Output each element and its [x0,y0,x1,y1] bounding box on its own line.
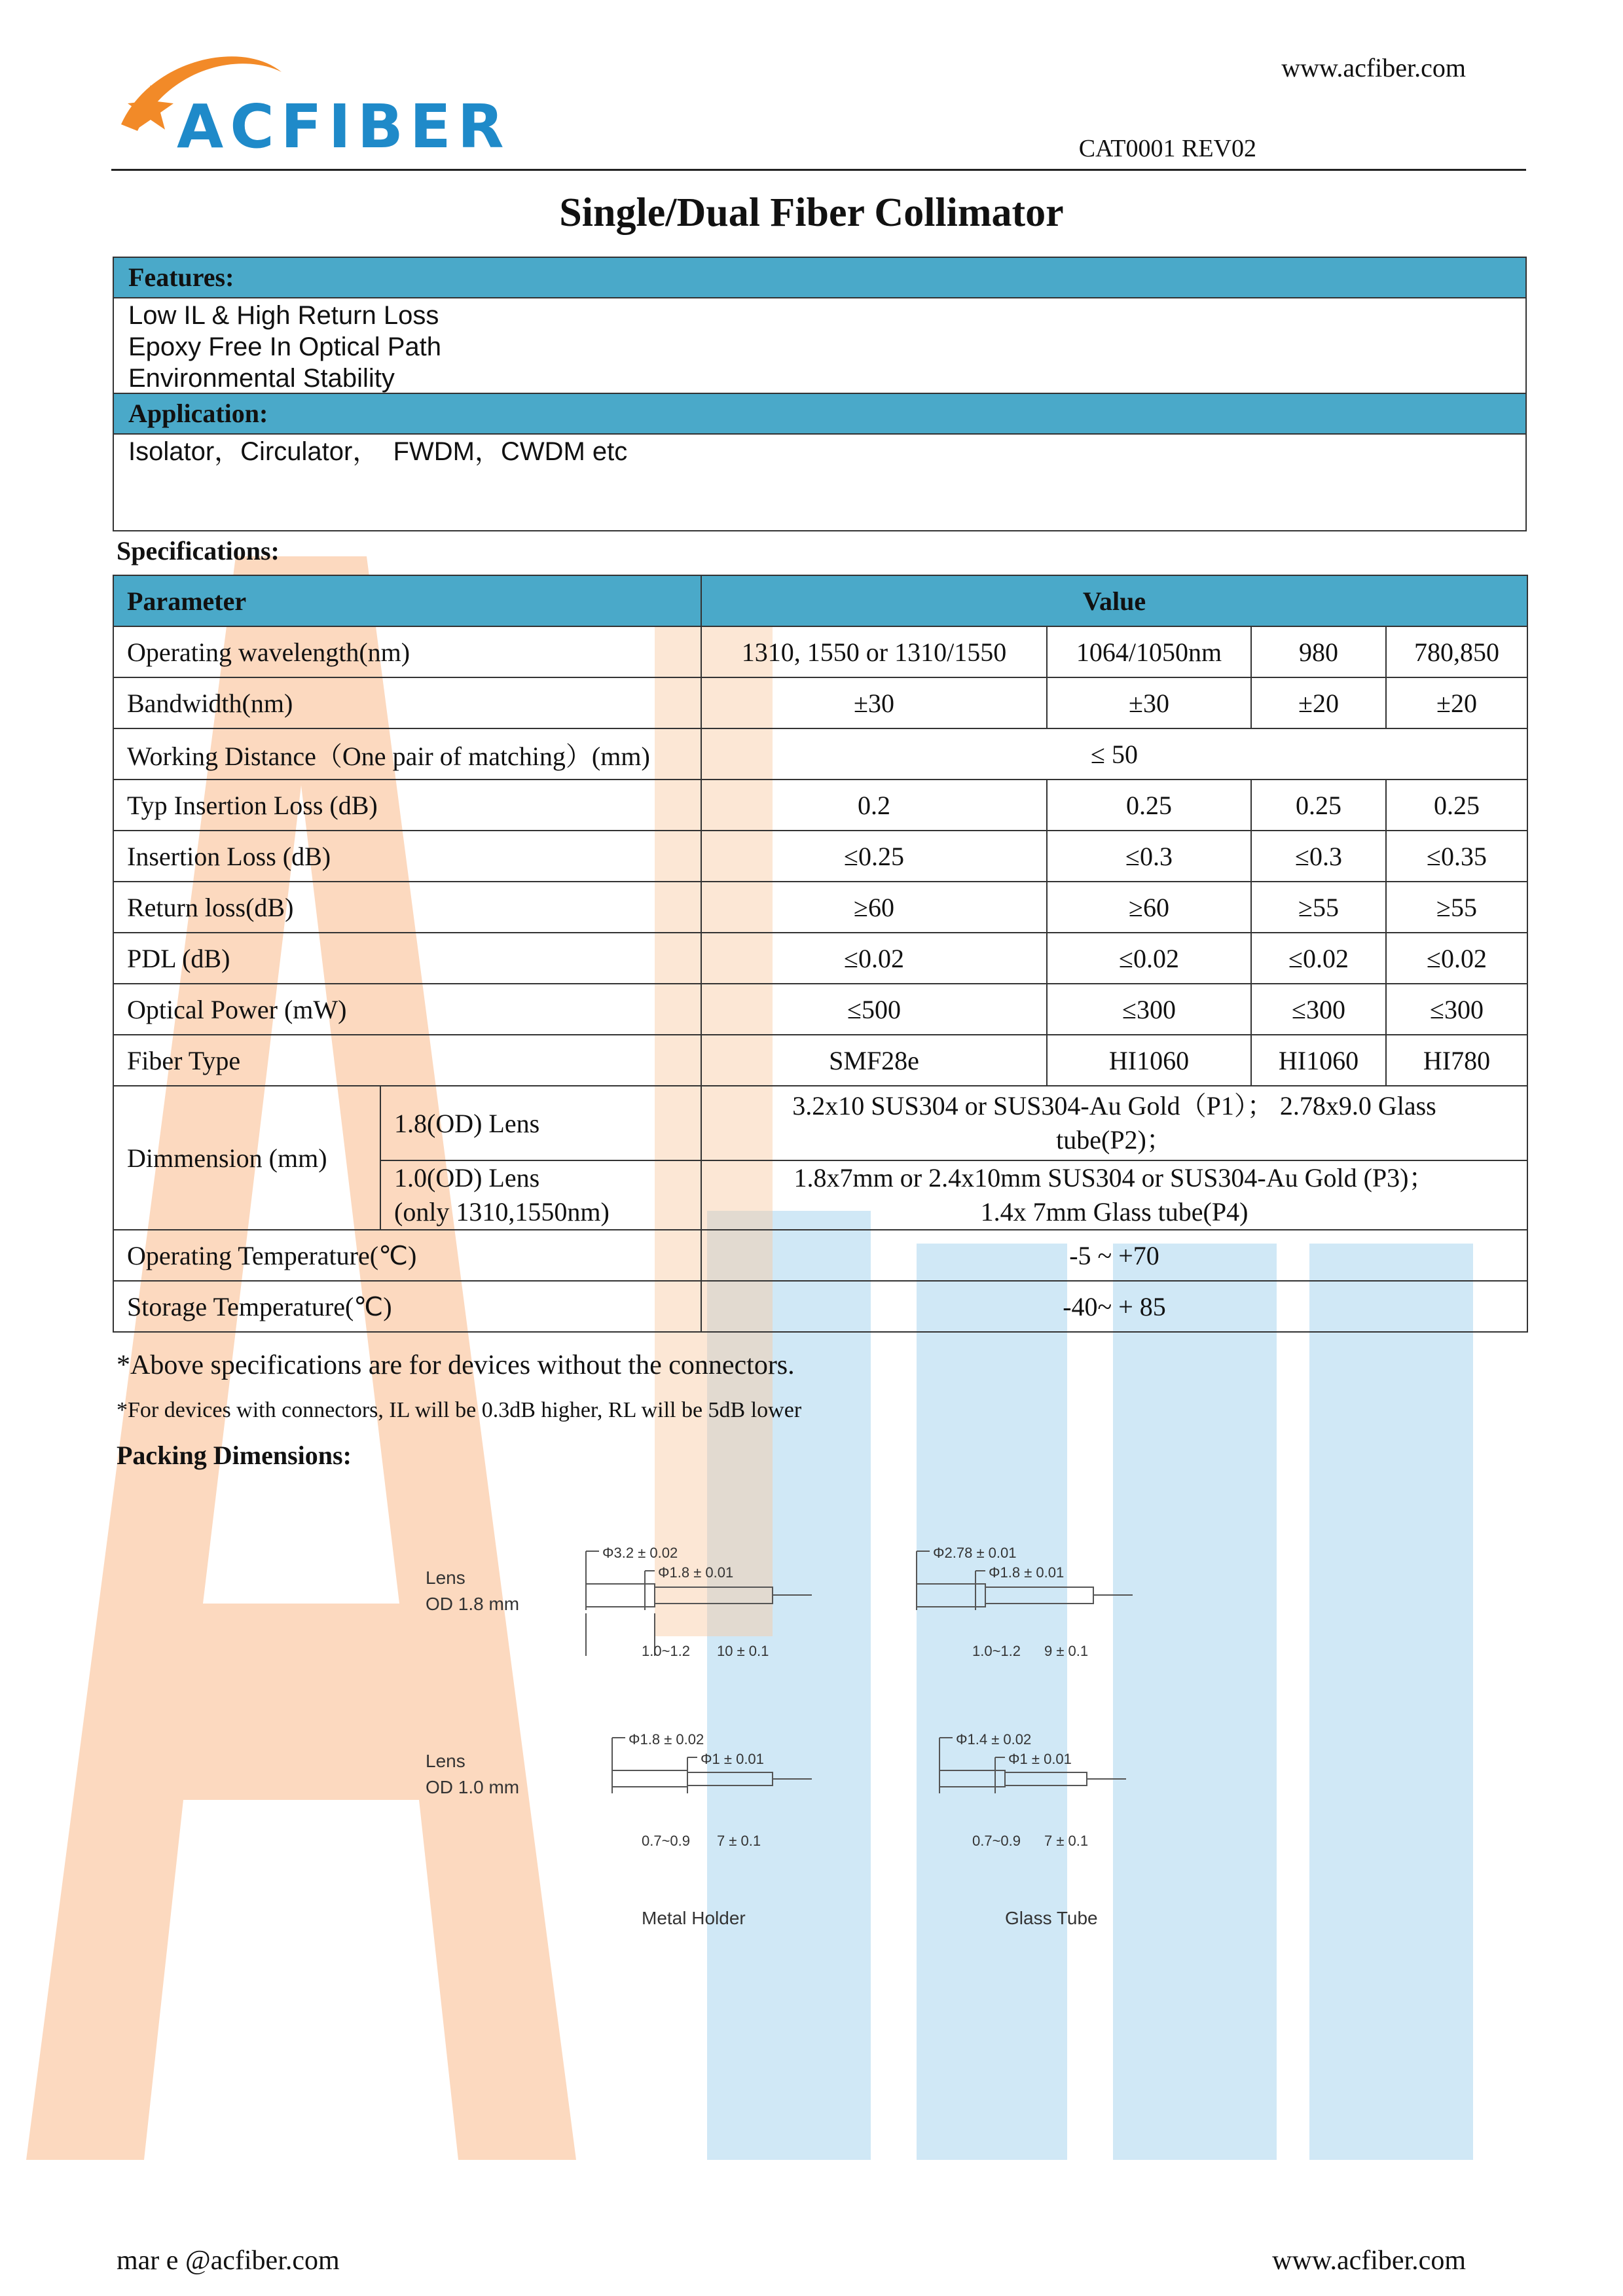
row-label: Typ Insertion Loss (dB) [113,780,701,831]
row-label: Optical Power (mW) [113,984,701,1035]
cell: 980 [1251,626,1386,677]
cell [701,1160,1527,1230]
footer-email[interactable]: mar e @acfiber.com [117,2246,340,2276]
specifications-label: Specifications: [117,536,280,565]
cell: ≤0.02 [1047,933,1251,984]
note-with-connectors: *For devices with connectors, IL will be 0.3dB higher, RL will be 5dB lower [117,1398,802,1422]
cell: ≤0.02 [701,933,1047,984]
cell: ≥60 [1047,882,1251,933]
row-label: Operating Temperature(℃) [113,1230,701,1281]
parameter-header: Parameter [113,575,701,626]
row-label: Working Distance（One pair of matching）(mm) [113,728,701,780]
dim-label: 7 ± 0.1 [717,1833,761,1849]
row-label: Insertion Loss (dB) [113,831,701,882]
row2-label-line2: OD 1.0 mm [426,1777,520,1797]
cell: 780,850 [1386,626,1527,677]
dim-label: 10 ± 0.1 [717,1643,769,1659]
row1-label-line1: Lens [426,1568,465,1588]
features-header: Features: [114,258,1525,298]
cell: ≥55 [1386,882,1527,933]
dim-label: Φ1.8 ± 0.01 [658,1564,734,1581]
table-row [113,1035,1527,1086]
application-box [113,393,1527,531]
cell: ≥60 [701,882,1047,933]
table-row [113,626,1527,677]
cell: ≤500 [701,984,1047,1035]
table-row [113,882,1527,933]
dim-label: 0.7~0.9 [642,1833,691,1849]
table-row [113,1086,1527,1160]
cell: HI1060 [1251,1035,1386,1086]
cell: HI1060 [1047,1035,1251,1086]
table-row [113,728,1527,780]
cell: ≤0.02 [1251,933,1386,984]
row2-label-line1: Lens [426,1751,465,1771]
logo-text: ACFIBER [177,92,511,162]
dim-label: 9 ± 0.1 [1044,1643,1089,1659]
row-label: Bandwidth(nm) [113,677,701,728]
row-label: Fiber Type [113,1035,701,1086]
cell-line: (only 1310,1550nm) [394,1197,610,1227]
acfiber-logo [111,46,511,164]
dim-label: 7 ± 0.1 [1044,1833,1089,1849]
cell: ≤0.3 [1047,831,1251,882]
cell: ±20 [1386,677,1527,728]
table-row [113,831,1527,882]
table-row [113,1230,1527,1281]
table-row [113,933,1527,984]
cell-line: 1.4x 7mm Glass tube(P4) [980,1197,1249,1227]
specifications-table [113,575,1528,1333]
cell: ≤0.02 [1386,933,1527,984]
sub-label [380,1160,701,1230]
dim-label: Φ1 ± 0.01 [701,1751,764,1767]
cell: 1064/1050nm [1047,626,1251,677]
header-divider [111,169,1526,171]
dim-label: 0.7~0.9 [972,1833,1021,1849]
cell: ≤0.35 [1386,831,1527,882]
cell-line: 1.8x7mm or 2.4x10mm SUS304 or SUS304-Au Gold (P3)； [793,1163,1435,1193]
page-title: Single/Dual Fiber Collimator [559,190,1064,235]
packing-dimensions-diagram [419,1499,1205,1957]
cell: 0.25 [1251,780,1386,831]
dim-label: Φ3.2 ± 0.02 [602,1545,678,1561]
table-row [113,984,1527,1035]
cell: 0.2 [701,780,1047,831]
cell: -5 ~ +70 [701,1230,1527,1281]
cell: -40~ + 85 [701,1281,1527,1332]
header-website[interactable]: www.acfiber.com [1281,53,1466,82]
row-label: Operating wavelength(nm) [113,626,701,677]
cell: ≤0.3 [1251,831,1386,882]
table-row [113,780,1527,831]
dim-label: 1.0~1.2 [972,1643,1021,1659]
cell: ≤300 [1251,984,1386,1035]
footer-website[interactable]: www.acfiber.com [1272,2246,1466,2276]
cell [701,1086,1527,1160]
cell-line: 3.2x10 SUS304 or SUS304-Au Gold（P1）； 2.78x9.0 Glass [792,1091,1436,1121]
dim-label: 1.0~1.2 [642,1643,691,1659]
cell: ≥55 [1251,882,1386,933]
application-text: Isolator，Circulator， FWDM，CWDM etc [128,437,628,466]
dim-label: Φ1.4 ± 0.02 [956,1731,1032,1748]
cell: 0.25 [1386,780,1527,831]
caption-metal-holder: Metal Holder [642,1908,746,1928]
features-list [114,298,1525,395]
cell: 1310, 1550 or 1310/1550 [701,626,1047,677]
value-header: Value [701,575,1527,626]
cell-line: 1.0(OD) Lens [394,1163,540,1193]
cell: HI780 [1386,1035,1527,1086]
row-label: PDL (dB) [113,933,701,984]
cell: ±30 [701,677,1047,728]
dim-label: Φ1.8 ± 0.01 [989,1564,1065,1581]
row-label: Storage Temperature(℃) [113,1281,701,1332]
dim-label: Φ1.8 ± 0.02 [629,1731,704,1748]
cell: ≤ 50 [701,728,1527,780]
feature-item: Epoxy Free In Optical Path [128,332,442,361]
table-header-row [113,575,1527,626]
cell: ±30 [1047,677,1251,728]
feature-item: Low IL & High Return Loss [128,301,439,330]
feature-item: Environmental Stability [128,364,395,393]
application-header: Application: [114,394,1525,435]
packing-dimensions-label: Packing Dimensions: [117,1441,352,1470]
note-without-connectors: *Above specifications are for devices without the connectors. [117,1350,795,1380]
cell: ≤300 [1047,984,1251,1035]
features-box [113,257,1527,394]
cell: 0.25 [1047,780,1251,831]
cell: SMF28e [701,1035,1047,1086]
catalog-code: CAT0001 REV02 [1078,135,1256,162]
cell-line: tube(P2)； [1056,1125,1173,1155]
sub-label: 1.8(OD) Lens [380,1086,701,1160]
table-row [113,677,1527,728]
cell: ≤300 [1386,984,1527,1035]
cell: ≤0.25 [701,831,1047,882]
row1-label-line2: OD 1.8 mm [426,1594,520,1614]
row-label: Dimmension (mm) [113,1086,380,1230]
dim-label: Φ2.78 ± 0.01 [933,1545,1017,1561]
dim-label: Φ1 ± 0.01 [1008,1751,1072,1767]
caption-glass-tube: Glass Tube [1005,1908,1098,1928]
cell: ±20 [1251,677,1386,728]
table-row [113,1281,1527,1332]
row-label: Return loss(dB) [113,882,701,933]
